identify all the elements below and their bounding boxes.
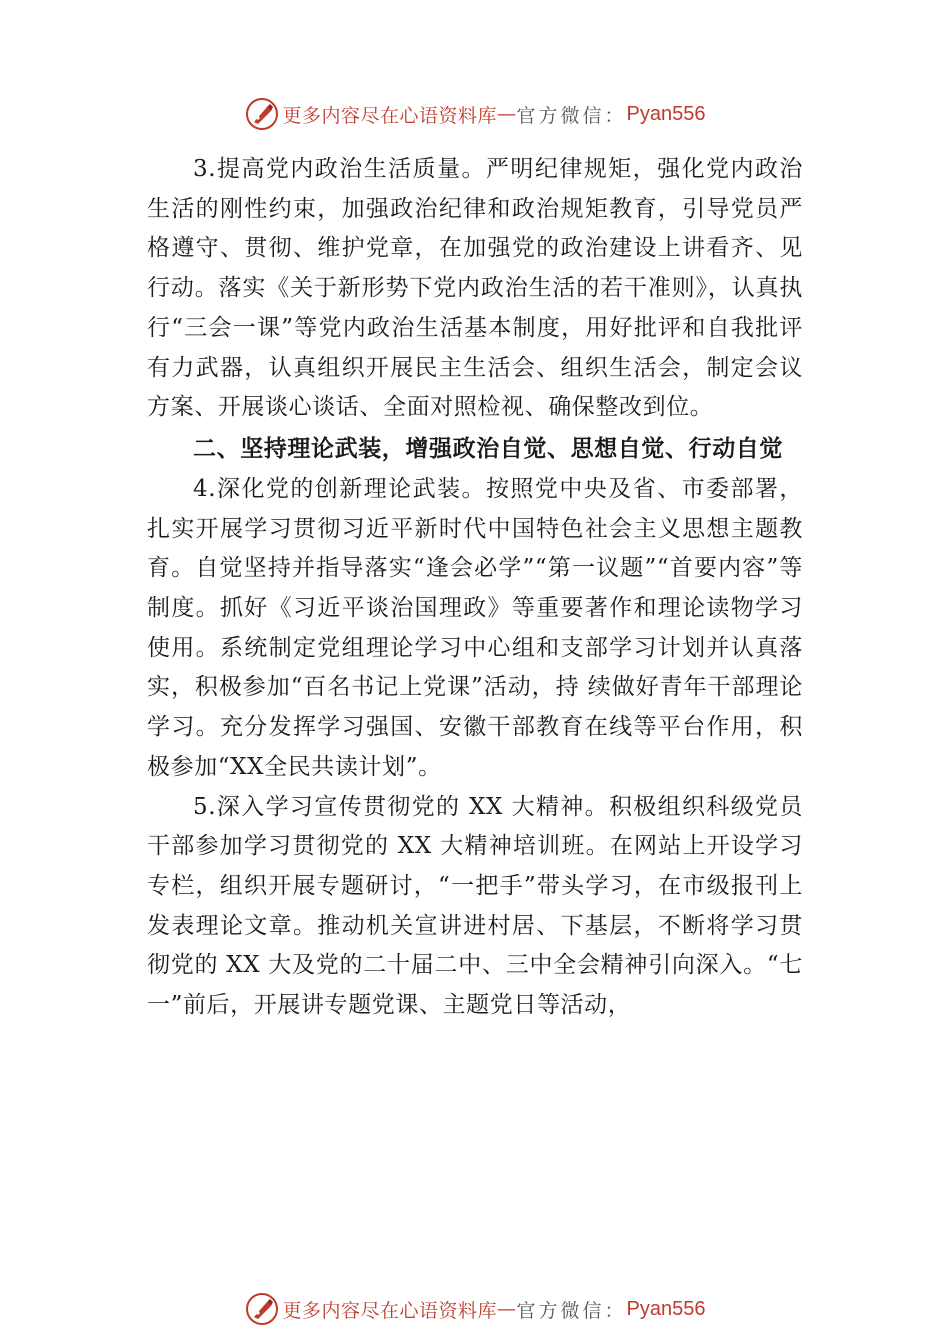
watermark-brand-text: 更多内容尽在心语资料库 [282, 104, 498, 127]
watermark-wechat-label: 官方微信： [516, 1299, 627, 1322]
watermark-wechat-id: Pyan556 [626, 1297, 706, 1320]
paragraph-3: 3.提高党内政治生活质量。严明纪律规矩，强化党内政治生活的刚性约束，加强政治纪律和政治规矩教育，引导党员严格遵守、贯彻、维护党章，在加强党的政治建设上讲看齐、见行动。落实《关于新形势下党内政治生活的若干准则》，认真执行“三会一课”等党内政治生活基本制度，用好批评和自我批评有力武器，认真组织开展民主生活会、组织生活会，制定会议方案、开展谈心谈话、全面对照检视、确保整改到位。 [147, 156, 803, 421]
watermark-wechat-id: Pyan556 [626, 102, 706, 125]
pen-nib-icon [245, 97, 279, 131]
watermark-wechat-label: 官方微信： [516, 104, 627, 127]
header-watermark [0, 94, 950, 134]
watermark-brand-text: 更多内容尽在心语资料库 [282, 1299, 498, 1322]
watermark-dash: — [497, 1298, 517, 1320]
paragraph-4: 4.深化党的创新理论武装。按照党中央及省、市委部署，扎实开展学习贯彻习近平新时代中国特色社会主义思想主题教育。自觉坚持并指导落实“逢会必学”“第一议题”“首要内容”等制度。抓好《习近平谈治国理政》等重要著作和理论读物学习使用。系统制定党组理论学习中心组和支部学习计划并认真落实，积极参加“百名书记上党课”活动，持 续做好青年干部理论学习。充分发挥学习强国、安徽干部教育在线等平台作用，积极参加“XX全民共读计划”。 [147, 475, 803, 780]
footer-watermark [0, 1289, 950, 1329]
document-body [147, 150, 803, 1026]
section-heading-2: 二、坚持理论武装，增强政治自觉、思想自觉、行动自觉 [193, 435, 783, 462]
paragraph-5: 5.深入学习宣传贯彻党的 XX 大精神。积极组织科级党员干部参加学习贯彻党的 XX 大精神培训班。在网站上开设学习专栏，组织开展专题研讨，“一把手”带头学习，在市级报刊上发表理论文章。推动机关宣讲进村居、下基层，不断将学习贯彻党的 XX 大及党的二十届二中、三中全会精神引向深入。“七一”前后，开展讲专题党课、主题党日等活动， [147, 793, 803, 1019]
pen-nib-icon [245, 1292, 279, 1326]
watermark-dash: — [497, 103, 517, 125]
